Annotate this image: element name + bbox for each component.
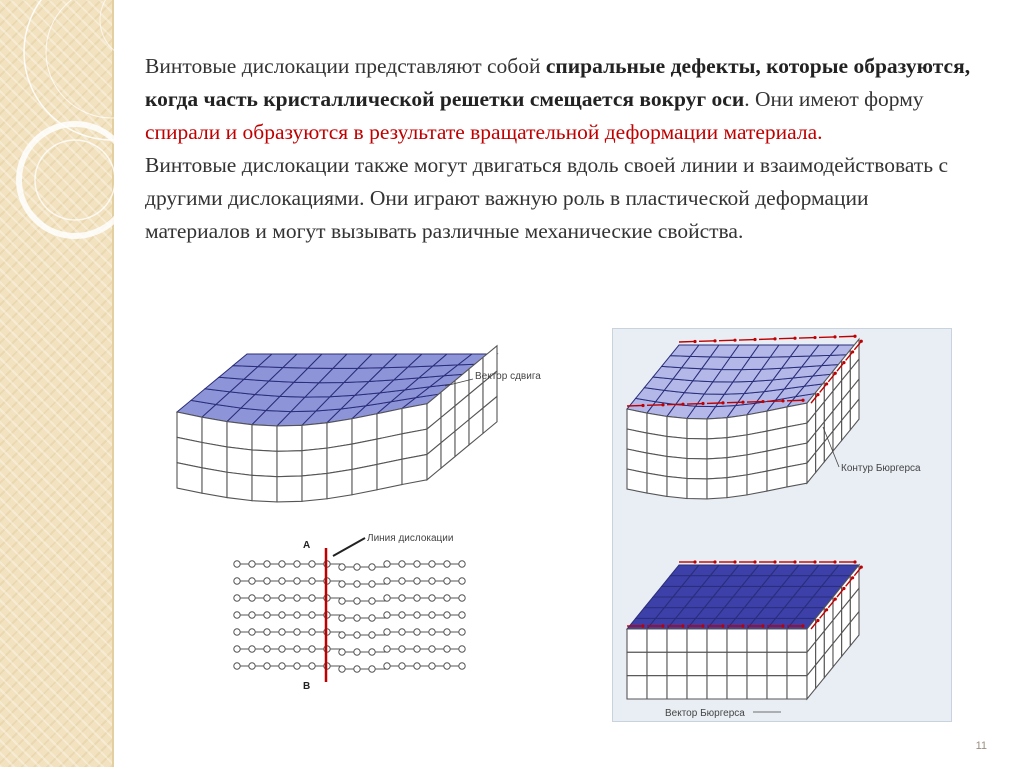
burgers-arrow bbox=[747, 402, 763, 403]
lattice-cell bbox=[667, 436, 687, 458]
lattice-cell bbox=[667, 652, 687, 675]
burgers-arrowhead bbox=[721, 624, 724, 627]
atom bbox=[339, 564, 345, 570]
burgers-arrowhead bbox=[860, 566, 863, 569]
lattice-cell bbox=[647, 453, 667, 476]
lattice-cell bbox=[627, 676, 647, 699]
atom bbox=[294, 595, 300, 601]
decorative-circles bbox=[0, 0, 160, 260]
lattice-cell bbox=[377, 459, 402, 490]
lattice-cell bbox=[202, 417, 227, 447]
burgers-arrow bbox=[787, 400, 803, 401]
atom bbox=[294, 646, 300, 652]
lattice-cell bbox=[202, 468, 227, 498]
atom bbox=[249, 612, 255, 618]
atom bbox=[444, 646, 450, 652]
lattice-cell bbox=[402, 454, 427, 484]
label-point-a: A bbox=[303, 540, 311, 551]
burgers-arrow bbox=[679, 341, 695, 342]
atom bbox=[264, 663, 270, 669]
lattice-cell bbox=[707, 438, 727, 459]
lattice-cell bbox=[787, 629, 807, 652]
atom bbox=[369, 598, 375, 604]
burgers-arrowhead bbox=[853, 335, 856, 338]
burgers-arrow bbox=[819, 337, 835, 338]
atom bbox=[459, 595, 465, 601]
burgers-arrow bbox=[727, 402, 743, 403]
atom bbox=[234, 646, 240, 652]
atom bbox=[429, 561, 435, 567]
lattice-cell bbox=[327, 419, 352, 448]
page-number: 11 bbox=[975, 740, 987, 752]
burgers-arrow bbox=[779, 338, 795, 339]
atom bbox=[354, 649, 360, 655]
atom bbox=[264, 646, 270, 652]
atom bbox=[354, 632, 360, 638]
atom bbox=[354, 615, 360, 621]
burgers-arrowhead bbox=[801, 624, 804, 627]
burgers-arrowhead bbox=[713, 560, 716, 563]
burgers-arrow bbox=[647, 405, 663, 406]
atom bbox=[249, 595, 255, 601]
burgers-arrowhead bbox=[834, 372, 837, 375]
burgers-arrowhead bbox=[813, 336, 816, 339]
burgers-arrowhead bbox=[733, 560, 736, 563]
burgers-arrow bbox=[767, 401, 783, 402]
atom bbox=[234, 629, 240, 635]
atom bbox=[309, 612, 315, 618]
lattice-cell bbox=[647, 433, 667, 456]
lattice-cell bbox=[787, 652, 807, 675]
burgers-arrowhead bbox=[701, 624, 704, 627]
lattice-cell bbox=[687, 629, 707, 652]
lattice-cell bbox=[647, 473, 667, 496]
atom bbox=[369, 649, 375, 655]
label-burgers-contour: Контур Бюргерса bbox=[841, 463, 921, 474]
burgers-arrowhead bbox=[851, 350, 854, 353]
lattice-cell bbox=[687, 676, 707, 699]
burgers-arrowhead bbox=[793, 560, 796, 563]
atom bbox=[309, 646, 315, 652]
lattice-cell bbox=[277, 476, 302, 502]
atom bbox=[339, 581, 345, 587]
atom bbox=[279, 578, 285, 584]
burgers-arrowhead bbox=[833, 560, 836, 563]
pointer-arrow bbox=[333, 538, 365, 556]
lattice-cell bbox=[727, 415, 747, 438]
atom bbox=[384, 663, 390, 669]
lattice-cell bbox=[727, 475, 747, 498]
burgers-arrow bbox=[799, 338, 815, 339]
lattice-cell bbox=[707, 676, 727, 699]
lattice-cell bbox=[627, 652, 647, 675]
lattice-cell bbox=[707, 629, 727, 652]
lattice-cell bbox=[277, 425, 302, 451]
atom bbox=[234, 612, 240, 618]
burgers-arrowhead bbox=[681, 403, 684, 406]
lattice-cell bbox=[277, 451, 302, 477]
burgers-arrow bbox=[627, 405, 643, 406]
atom bbox=[414, 578, 420, 584]
burgers-arrowhead bbox=[781, 624, 784, 627]
atom bbox=[399, 612, 405, 618]
lattice-cell bbox=[647, 413, 667, 436]
atom bbox=[294, 663, 300, 669]
atom bbox=[354, 666, 360, 672]
burgers-arrow bbox=[707, 403, 723, 404]
burgers-arrowhead bbox=[842, 361, 845, 364]
atom bbox=[309, 561, 315, 567]
lattice-cell bbox=[327, 469, 352, 498]
atom bbox=[414, 595, 420, 601]
burgers-arrowhead bbox=[641, 404, 644, 407]
burgers-arrowhead bbox=[721, 401, 724, 404]
atom bbox=[234, 595, 240, 601]
atom bbox=[459, 612, 465, 618]
lattice-cell bbox=[252, 475, 277, 502]
lattice-cell bbox=[302, 423, 327, 451]
atom bbox=[279, 595, 285, 601]
lattice-cell bbox=[202, 442, 227, 472]
lattice-cell bbox=[687, 479, 707, 499]
lattice-cell bbox=[627, 469, 647, 493]
lattice-cell bbox=[787, 463, 807, 487]
figure-burgers-contour bbox=[612, 328, 952, 722]
atom bbox=[249, 629, 255, 635]
atom bbox=[414, 561, 420, 567]
lattice-cell bbox=[747, 471, 767, 495]
atom bbox=[384, 612, 390, 618]
atom bbox=[399, 578, 405, 584]
atom bbox=[264, 578, 270, 584]
atom bbox=[459, 578, 465, 584]
burgers-arrowhead bbox=[661, 624, 664, 627]
atom bbox=[279, 561, 285, 567]
atom bbox=[309, 578, 315, 584]
atom bbox=[429, 612, 435, 618]
burgers-arrowhead bbox=[773, 560, 776, 563]
burgers-arrowhead bbox=[860, 340, 863, 343]
lattice-cell bbox=[747, 652, 767, 675]
atom bbox=[339, 632, 345, 638]
burgers-arrowhead bbox=[761, 400, 764, 403]
atom bbox=[369, 581, 375, 587]
atom bbox=[264, 561, 270, 567]
burgers-arrowhead bbox=[842, 587, 845, 590]
lattice-cell bbox=[747, 676, 767, 699]
lattice-cell bbox=[352, 464, 377, 494]
atom bbox=[429, 646, 435, 652]
lattice-cell bbox=[647, 629, 667, 652]
lattice-cell bbox=[767, 652, 787, 675]
burgers-arrowhead bbox=[781, 399, 784, 402]
atom bbox=[309, 629, 315, 635]
lattice-cell bbox=[227, 422, 252, 450]
lattice-cell bbox=[707, 652, 727, 675]
burgers-arrowhead bbox=[741, 401, 744, 404]
lattice-cell bbox=[727, 435, 747, 458]
text-run: Винтовые дислокации представляют собой bbox=[145, 54, 546, 78]
atom bbox=[339, 615, 345, 621]
atom bbox=[444, 612, 450, 618]
lattice-cell bbox=[647, 652, 667, 675]
atom bbox=[264, 595, 270, 601]
atom bbox=[234, 578, 240, 584]
atom bbox=[399, 629, 405, 635]
lattice-cell bbox=[687, 459, 707, 479]
burgers-arrowhead bbox=[741, 624, 744, 627]
label-point-b: B bbox=[303, 681, 311, 692]
lattice-block-perfect bbox=[627, 560, 863, 699]
atom bbox=[399, 646, 405, 652]
label-dislocation-line: Линия дислокации bbox=[367, 533, 454, 544]
atom bbox=[444, 578, 450, 584]
lattice-cell bbox=[667, 629, 687, 652]
burgers-arrowhead bbox=[851, 576, 854, 579]
burgers-arrowhead bbox=[773, 337, 776, 340]
atom bbox=[354, 598, 360, 604]
burgers-arrowhead bbox=[801, 399, 804, 402]
atom bbox=[249, 646, 255, 652]
lattice-cell bbox=[707, 418, 727, 439]
atom bbox=[384, 578, 390, 584]
atom bbox=[429, 629, 435, 635]
label-shear-vector: Вектор сдвига bbox=[475, 371, 541, 382]
figure-screw-dislocation-lattice bbox=[145, 342, 577, 704]
lattice-cell bbox=[767, 629, 787, 652]
burgers-arrow bbox=[687, 404, 703, 405]
slide-body-text bbox=[145, 50, 975, 248]
atom bbox=[249, 663, 255, 669]
lattice-cell bbox=[647, 676, 667, 699]
atom bbox=[264, 612, 270, 618]
lattice-cell bbox=[177, 463, 202, 493]
burgers-arrowhead bbox=[693, 560, 696, 563]
lattice-cell bbox=[707, 478, 727, 499]
lattice-cell bbox=[667, 676, 687, 699]
lattice-cell bbox=[787, 676, 807, 699]
lattice-block-3d bbox=[177, 346, 497, 502]
atom bbox=[294, 629, 300, 635]
atom bbox=[444, 561, 450, 567]
atom bbox=[339, 598, 345, 604]
lattice-cell bbox=[767, 467, 787, 491]
burgers-arrowhead bbox=[816, 393, 819, 396]
atom bbox=[249, 561, 255, 567]
atom bbox=[294, 578, 300, 584]
burgers-arrowhead bbox=[816, 619, 819, 622]
lattice-cell bbox=[302, 448, 327, 476]
burgers-arrowhead bbox=[813, 560, 816, 563]
atom bbox=[429, 578, 435, 584]
atom bbox=[279, 612, 285, 618]
label-burgers-vector: Вектор Бюргерса bbox=[665, 708, 745, 719]
lattice-cell bbox=[687, 419, 707, 439]
atom bbox=[249, 578, 255, 584]
text-run: . Они имеют форму bbox=[744, 87, 924, 111]
atom bbox=[384, 595, 390, 601]
lattice-cell bbox=[727, 455, 747, 478]
burgers-arrow bbox=[719, 340, 735, 341]
text-run-highlight: спирали и образуются в результате вращательной деформации материала bbox=[145, 120, 818, 144]
burgers-arrowhead bbox=[853, 560, 856, 563]
burgers-arrow bbox=[839, 336, 855, 337]
lattice-cell bbox=[627, 629, 647, 652]
atom bbox=[414, 612, 420, 618]
burgers-arrowhead bbox=[681, 624, 684, 627]
burgers-arrowhead bbox=[693, 340, 696, 343]
lattice-cell bbox=[327, 444, 352, 473]
burgers-arrow bbox=[759, 339, 775, 340]
lattice-cell bbox=[767, 676, 787, 699]
atom bbox=[429, 595, 435, 601]
atom bbox=[384, 629, 390, 635]
lattice-cell bbox=[727, 629, 747, 652]
atom bbox=[279, 646, 285, 652]
atom bbox=[339, 666, 345, 672]
burgers-arrowhead bbox=[753, 338, 756, 341]
burgers-arrowhead bbox=[713, 339, 716, 342]
atom bbox=[444, 629, 450, 635]
burgers-arrowhead bbox=[701, 402, 704, 405]
atom bbox=[459, 646, 465, 652]
burgers-arrowhead bbox=[661, 403, 664, 406]
lattice-cell bbox=[687, 439, 707, 459]
atom bbox=[234, 561, 240, 567]
text-run-highlight: . bbox=[817, 120, 823, 144]
burgers-arrow bbox=[739, 340, 755, 341]
atom bbox=[414, 663, 420, 669]
atom bbox=[279, 629, 285, 635]
atom bbox=[279, 663, 285, 669]
atom bbox=[354, 581, 360, 587]
atom bbox=[414, 629, 420, 635]
atom bbox=[414, 646, 420, 652]
lattice-cell bbox=[727, 652, 747, 675]
lattice-cell bbox=[667, 476, 687, 498]
atom bbox=[354, 564, 360, 570]
atom bbox=[399, 561, 405, 567]
atom bbox=[399, 663, 405, 669]
lattice-cell bbox=[252, 450, 277, 477]
atom bbox=[234, 663, 240, 669]
atom bbox=[444, 663, 450, 669]
atom bbox=[369, 564, 375, 570]
burgers-arrowhead bbox=[733, 339, 736, 342]
atom bbox=[459, 561, 465, 567]
burgers-arrowhead bbox=[825, 382, 828, 385]
lattice-cell bbox=[227, 447, 252, 475]
lattice-cell bbox=[252, 425, 277, 452]
atom bbox=[309, 663, 315, 669]
atom bbox=[459, 629, 465, 635]
atom bbox=[369, 632, 375, 638]
atom bbox=[264, 629, 270, 635]
atom bbox=[384, 646, 390, 652]
paragraph-properties: Винтовые дислокации также могут двигаться вдоль своей линии и взаимодействовать с другими дислокациями. Они играют важную роль в пластической деформации материалов и могут вызывать различные механические свойства. bbox=[145, 153, 948, 243]
atom bbox=[309, 595, 315, 601]
lattice-cell bbox=[687, 652, 707, 675]
burgers-arrowhead bbox=[834, 598, 837, 601]
atom bbox=[369, 615, 375, 621]
burgers-arrow bbox=[699, 341, 715, 342]
atom bbox=[384, 561, 390, 567]
lattice-cell bbox=[302, 473, 327, 501]
lattice-block-with-dislocation bbox=[627, 335, 863, 499]
lattice-cell bbox=[667, 416, 687, 438]
lattice-cell bbox=[667, 456, 687, 478]
burgers-arrowhead bbox=[833, 335, 836, 338]
lattice-cell bbox=[227, 472, 252, 500]
paragraph-definition bbox=[145, 50, 975, 149]
atom bbox=[444, 595, 450, 601]
lattice-cell bbox=[747, 629, 767, 652]
burgers-arrowhead bbox=[761, 624, 764, 627]
atom bbox=[294, 561, 300, 567]
burgers-arrowhead bbox=[793, 337, 796, 340]
burgers-arrow bbox=[667, 404, 683, 405]
lattice-cell bbox=[727, 676, 747, 699]
atom bbox=[459, 663, 465, 669]
atom bbox=[339, 649, 345, 655]
atom-chains-diagram bbox=[234, 538, 465, 682]
atom bbox=[369, 666, 375, 672]
burgers-arrowhead bbox=[641, 624, 644, 627]
lattice-cell bbox=[707, 458, 727, 479]
atom bbox=[429, 663, 435, 669]
burgers-arrowhead bbox=[753, 560, 756, 563]
burgers-arrowhead bbox=[825, 608, 828, 611]
atom bbox=[399, 595, 405, 601]
text-run-bold: спиральные дефекты, которые образуются, когда часть кристаллической решетки смещается вокруг оси bbox=[145, 54, 971, 111]
atom bbox=[294, 612, 300, 618]
